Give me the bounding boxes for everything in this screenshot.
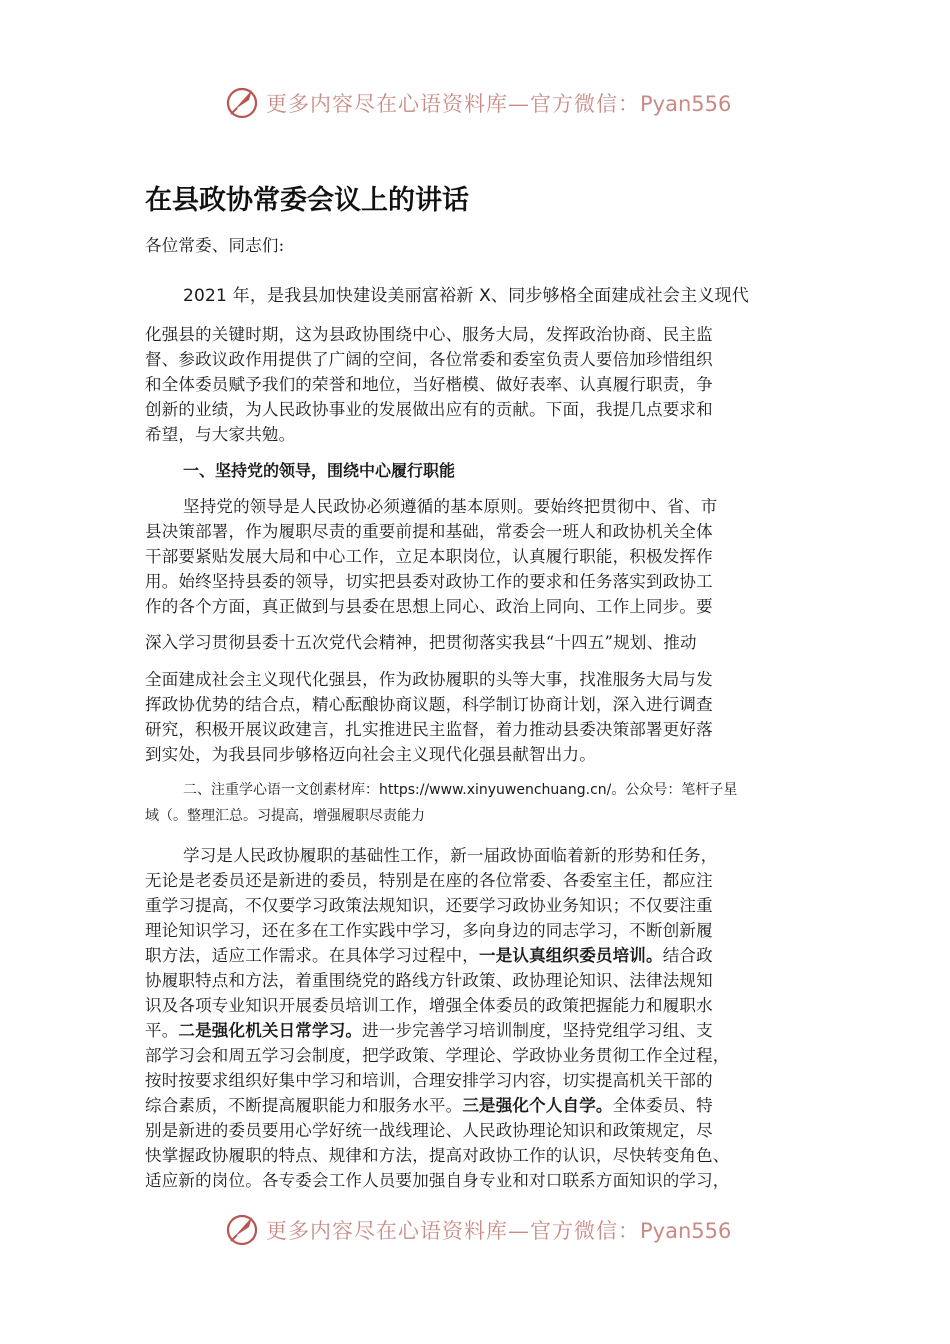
banner-wechat-id: Pyan556: [640, 92, 732, 116]
paragraph-line: 学习是人民政协履职的基础性工作，新一届政协面临着新的形势和任务，: [183, 846, 718, 865]
quill-logo-icon: [225, 84, 261, 120]
paragraph-line: 和全体委员赋予我们的荣誉和地位，当好楷模、做好表率、认真履行职责，争: [145, 375, 713, 394]
emphasis-text: 三是强化个人自学。: [462, 1096, 613, 1115]
section-heading-2: 二、注重学心语一文创素材库：https://www.xinyuwenchuang.cn/。公众号：笔杆子星: [183, 782, 738, 798]
page-title: 在县政协常委会议上的讲话: [145, 185, 469, 216]
paragraph-line: 部学习会和周五学习会制度，把学政策、学理论、学政协业务贯彻工作全过程，: [145, 1046, 730, 1065]
section-heading-1: 一、坚持党的领导，围绕中心履行职能: [183, 461, 456, 480]
paragraph-line: 用。始终坚持县委的领导，切实把县委对政协工作的要求和任务落实到政协工: [145, 572, 713, 591]
paragraph-line: 快掌握政协履职的特点、规律和方法，提高对政协工作的认识，尽快转变角色、: [145, 1146, 730, 1165]
paragraph-line: 无论是老委员还是新进的委员，特别是在座的各位常委、各委室主任，都应注: [145, 871, 713, 890]
paragraph-line: 按时按要求组织好集中学习和培训，合理安排学习内容，切实提高机关干部的: [145, 1071, 713, 1090]
paragraph-line: 深入学习贯彻县委十五次党代会精神，把贯彻落实我县“十四五”规划、推动: [145, 633, 697, 652]
paragraph-line: 协履职特点和方法，着重围绕党的路线方针政策、政协理论知识、法律法规知: [145, 971, 713, 990]
paragraph-line: 2021 年，是我县加快建设美丽富裕新 X、同步够格全面建成社会主义现代: [183, 286, 749, 306]
banner-text: 更多内容尽在心语资料库—官方微信：Pyan556: [266, 92, 732, 116]
paragraph-line: 作的各个方面，真正做到与县委在思想上同心、政治上同向、工作上同步。要: [145, 597, 713, 616]
salutation: 各位常委、同志们:: [145, 236, 285, 255]
paragraph-line: 识及各项专业知识开展委员培训工作，增强全体委员的政策把握能力和履职水: [145, 996, 713, 1015]
paragraph-line: 重学习提高，不仅要学习政策法规知识，还要学习政协业务知识；不仅要注重: [145, 896, 713, 915]
paragraph-line: 县决策部署，作为履职尽责的重要前提和基础，常委会一班人和政协机关全体: [145, 522, 713, 541]
paragraph-line: 全面建成社会主义现代化强县，作为政协履职的头等大事，找准服务大局与发: [145, 670, 713, 689]
paragraph-line: 研究，积极开展议政建言，扎实推进民主监督，着力推动县委决策部署更好落: [145, 720, 713, 739]
paragraph-line: 平。二是强化机关日常学习。进一步完善学习培训制度，坚持党组学习组、支: [145, 1021, 713, 1040]
section-heading-2-cont: 域（。整理汇总。习提高，增强履职尽责能力: [145, 808, 425, 824]
emphasis-text: 二是强化机关日常学习。: [178, 1021, 363, 1040]
banner-text: 更多内容尽在心语资料库—官方微信：Pyan556: [266, 1219, 732, 1243]
paragraph-line: 适应新的岗位。各专委会工作人员要加强自身专业和对口联系方面知识的学习，: [145, 1171, 730, 1190]
paragraph-line: 坚持党的领导是人民政协必须遵循的基本原则。要始终把贯彻中、省、市: [183, 497, 718, 516]
paragraph-line: 干部要紧贴发展大局和中心工作，立足本职岗位，认真履行职能，积极发挥作: [145, 547, 713, 566]
paragraph-line: 综合素质，不断提高履职能力和服务水平。三是强化个人自学。全体委员、特: [145, 1096, 713, 1115]
paragraph-line: 创新的业绩，为人民政协事业的发展做出应有的贡献。下面，我提几点要求和: [145, 400, 713, 419]
paragraph-line: 督、参政议政作用提供了广阔的空间，各位常委和委室负责人要倍加珍惜组织: [145, 350, 713, 369]
footer-watermark-banner: [0, 1207, 950, 1251]
quill-logo-icon: [225, 1211, 261, 1247]
banner-wechat-id: Pyan556: [640, 1219, 732, 1243]
paragraph-line: 挥政协优势的结合点，精心酝酿协商议题，科学制订协商计划，深入进行调查: [145, 695, 713, 714]
paragraph-line: 到实处，为我县同步够格迈向社会主义现代化强县献智出力。: [145, 745, 596, 764]
emphasis-text: 一是认真组织委员培训。: [479, 946, 663, 965]
header-watermark-banner: [0, 80, 950, 124]
paragraph-line: 化强县的关键时期，这为县政协围绕中心、服务大局，发挥政治协商、民主监: [145, 325, 713, 344]
paragraph-line: 职方法，适应工作需求。在具体学习过程中，一是认真组织委员培训。结合政: [145, 946, 713, 965]
paragraph-line: 理论知识学习，还在多在工作实践中学习，多向身边的同志学习，不断创新履: [145, 921, 713, 940]
paragraph-line: 希望，与大家共勉。: [145, 425, 296, 444]
paragraph-line: 别是新进的委员要用心学好统一战线理论、人民政协理论知识和政策规定，尽: [145, 1121, 713, 1140]
